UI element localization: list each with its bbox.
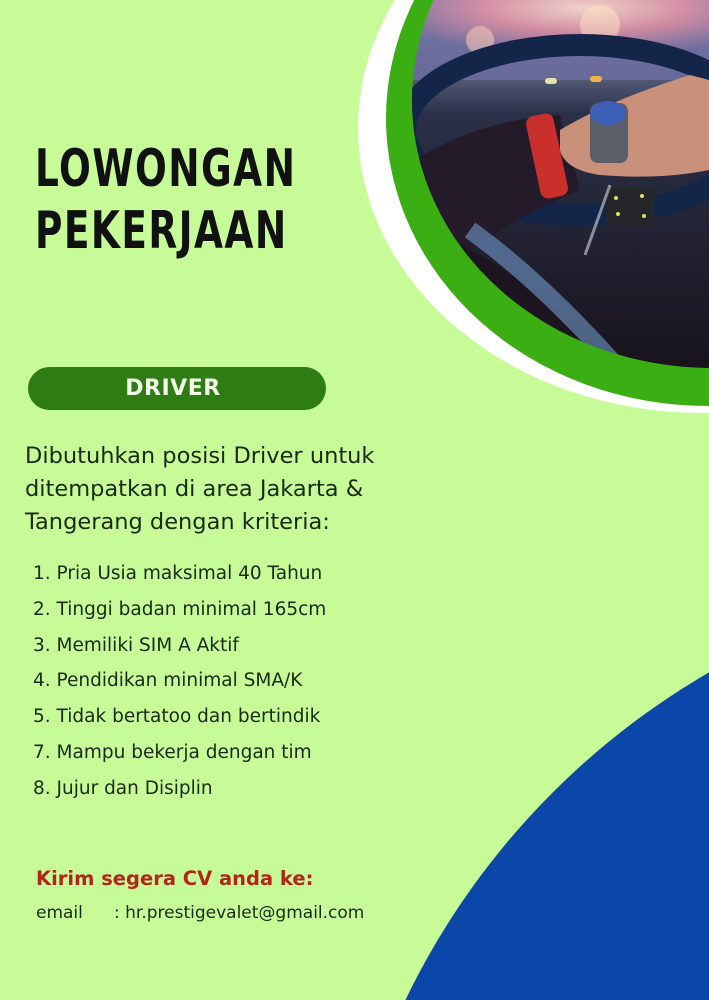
criteria-item: 1. Pria Usia maksimal 40 Tahun: [33, 563, 323, 584]
position-badge: [28, 367, 326, 410]
criteria-item: 7. Mampu bekerja dengan tim: [33, 741, 312, 763]
contact-label: email: [36, 903, 83, 923]
call-to-action: Kirim segera CV anda ke:: [36, 867, 314, 890]
criteria-list: [33, 559, 326, 810]
criteria-item: 2. Tinggi badan minimal 165cm: [33, 598, 327, 620]
criteria-item: 5. Tidak bertatoo dan bertindik: [33, 706, 321, 728]
intro-line: ditempatkan di area Jakarta &: [25, 476, 364, 502]
title-line-2: PEKERJAAN: [35, 201, 288, 261]
criteria-item: 4. Pendidikan minimal SMA/K: [33, 670, 303, 692]
intro-line: Dibutuhkan posisi Driver untuk: [25, 443, 375, 469]
criteria-item: 3. Memiliki SIM A Aktif: [33, 634, 239, 656]
job-description: [25, 440, 455, 539]
position-badge-label: DRIVER: [125, 376, 221, 401]
criteria-item: 8. Jujur dan Disiplin: [33, 777, 213, 799]
intro-line: Tangerang dengan kriteria:: [25, 509, 330, 535]
corner-blue-shape: [330, 570, 709, 1000]
email-address[interactable]: : hr.prestigevalet@gmail.com: [114, 903, 365, 923]
page-title: [35, 138, 296, 262]
contact-email: [36, 903, 364, 923]
title-line-1: LOWONGAN: [35, 139, 297, 199]
